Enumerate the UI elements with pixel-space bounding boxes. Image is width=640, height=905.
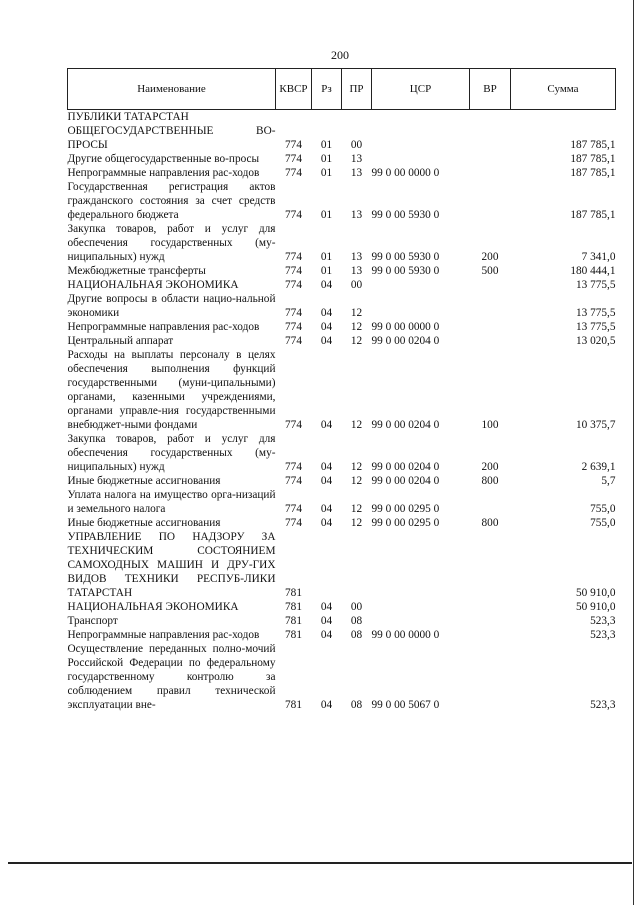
cell-sum: 50 910,0 xyxy=(575,601,616,613)
cell-vr xyxy=(470,334,511,348)
cell-sum: 523,3 xyxy=(590,615,616,627)
cell-vr: 200 xyxy=(481,461,499,473)
cell-rz: 04 xyxy=(320,629,333,641)
cell-pr: 08 xyxy=(350,615,363,627)
cell-vr xyxy=(470,166,511,180)
cell-pr: 00 xyxy=(350,139,363,151)
table-row xyxy=(68,334,616,348)
cell-rz xyxy=(312,530,342,600)
cell-pr: 12 xyxy=(350,419,363,431)
table-row xyxy=(68,516,616,530)
cell-name: Непрограммные направления рас-ходов xyxy=(67,321,260,333)
cell-vr xyxy=(470,642,511,712)
cell-pr: 13 xyxy=(350,209,363,221)
table-row xyxy=(68,614,616,628)
cell-vr xyxy=(470,124,511,152)
cell-vr xyxy=(470,110,511,125)
col-header-pr: ПР xyxy=(342,69,372,110)
cell-vr: 100 xyxy=(481,419,499,431)
cell-vr xyxy=(470,320,511,334)
cell-pr: 00 xyxy=(350,279,363,291)
cell-name: Закупка товаров, работ и услуг для обеспечения государственных (му-ниципальных) нужд xyxy=(67,223,276,263)
cell-csr: 99 0 00 0204 0 xyxy=(371,419,440,431)
cell-vr xyxy=(470,152,511,166)
cell-rz: 01 xyxy=(320,139,333,151)
cell-sum xyxy=(511,110,616,125)
cell-name: Уплата налога на имущество орга-низаций и земельного налога xyxy=(67,489,276,515)
cell-kvsr: 774 xyxy=(285,503,302,515)
table-row xyxy=(68,110,616,125)
cell-csr xyxy=(372,110,470,125)
cell-kvsr: 781 xyxy=(285,629,302,641)
cell-csr: 99 0 00 0000 0 xyxy=(371,629,440,641)
table-row xyxy=(68,180,616,222)
cell-sum: 755,0 xyxy=(590,503,616,515)
cell-vr xyxy=(470,292,511,320)
table-row xyxy=(68,264,616,278)
cell-name: НАЦИОНАЛЬНАЯ ЭКОНОМИКА xyxy=(67,601,239,613)
cell-rz: 01 xyxy=(320,251,333,263)
cell-vr: 800 xyxy=(481,475,499,487)
table-row xyxy=(68,124,616,152)
cell-vr xyxy=(470,628,511,642)
cell-rz: 04 xyxy=(320,517,333,529)
cell-csr xyxy=(372,600,470,614)
cell-rz: 04 xyxy=(320,461,333,473)
cell-vr xyxy=(470,180,511,222)
cell-name: Другие общегосударственные во-просы xyxy=(67,153,260,165)
cell-kvsr: 774 xyxy=(285,279,302,291)
cell-rz: 04 xyxy=(320,699,333,711)
cell-name: НАЦИОНАЛЬНАЯ ЭКОНОМИКА xyxy=(67,279,239,291)
cell-csr: 99 0 00 0000 0 xyxy=(371,167,440,179)
cell-sum: 187 785,1 xyxy=(570,139,616,151)
cell-vr: 200 xyxy=(481,251,499,263)
cell-csr: 99 0 00 0295 0 xyxy=(371,503,440,515)
cell-pr xyxy=(342,530,372,600)
cell-csr: 99 0 00 0204 0 xyxy=(371,335,440,347)
cell-rz xyxy=(312,110,342,125)
col-header-vr: ВР xyxy=(470,69,511,110)
cell-vr: 800 xyxy=(481,517,499,529)
cell-rz: 04 xyxy=(320,503,333,515)
cell-kvsr: 774 xyxy=(285,461,302,473)
cell-rz: 04 xyxy=(320,321,333,333)
cell-rz: 04 xyxy=(320,601,333,613)
cell-kvsr xyxy=(276,110,312,125)
table-row xyxy=(68,320,616,334)
cell-csr: 99 0 00 0204 0 xyxy=(371,475,440,487)
table-row xyxy=(68,530,616,600)
cell-sum: 13 775,5 xyxy=(575,321,616,333)
cell-kvsr: 774 xyxy=(285,167,302,179)
cell-rz: 01 xyxy=(320,265,333,277)
cell-kvsr: 774 xyxy=(285,419,302,431)
page-number: 200 xyxy=(331,48,349,62)
cell-pr: 12 xyxy=(350,503,363,515)
cell-csr: 99 0 00 5067 0 xyxy=(371,699,440,711)
cell-sum: 523,3 xyxy=(590,629,616,641)
cell-sum: 187 785,1 xyxy=(570,167,616,179)
cell-pr: 13 xyxy=(350,167,363,179)
page-bottom-rule xyxy=(8,862,632,864)
cell-sum: 755,0 xyxy=(590,517,616,529)
table-row xyxy=(68,642,616,712)
cell-pr: 00 xyxy=(350,601,363,613)
cell-vr xyxy=(470,530,511,600)
table-row xyxy=(68,628,616,642)
cell-kvsr: 774 xyxy=(285,251,302,263)
cell-vr: 500 xyxy=(481,265,499,277)
budget-table xyxy=(67,68,616,712)
cell-csr xyxy=(372,292,470,320)
cell-pr: 08 xyxy=(350,629,363,641)
cell-name: Транспорт xyxy=(67,615,118,627)
cell-rz: 04 xyxy=(320,419,333,431)
table-row xyxy=(68,152,616,166)
cell-rz: 01 xyxy=(320,167,333,179)
cell-name: Осуществление переданных полно-мочий Российской Федерации по федеральному государственному контролю за соблюдением правил технической эксплуатации вне- xyxy=(67,643,276,711)
cell-rz: 04 xyxy=(320,475,333,487)
cell-kvsr: 781 xyxy=(285,601,302,613)
cell-kvsr: 781 xyxy=(285,615,302,627)
cell-vr xyxy=(470,488,511,516)
cell-pr: 12 xyxy=(350,307,363,319)
table-row xyxy=(68,432,616,474)
cell-csr xyxy=(372,124,470,152)
cell-sum: 523,3 xyxy=(590,699,616,711)
header-row xyxy=(68,69,616,110)
cell-name: Государственная регистрация актов гражданского состояния за счет средств федерального бюджета xyxy=(67,181,276,221)
page-right-edge xyxy=(633,0,634,905)
col-header-name: Наименование xyxy=(68,69,276,110)
cell-name: Иные бюджетные ассигнования xyxy=(67,475,221,487)
cell-kvsr: 781 xyxy=(285,699,302,711)
cell-pr: 12 xyxy=(350,461,363,473)
cell-kvsr: 774 xyxy=(285,321,302,333)
cell-rz: 04 xyxy=(320,307,333,319)
table-row xyxy=(68,222,616,264)
cell-name: Непрограммные направления рас-ходов xyxy=(67,167,260,179)
cell-kvsr: 774 xyxy=(285,517,302,529)
cell-vr xyxy=(470,600,511,614)
table-row xyxy=(68,600,616,614)
col-header-sum: Сумма xyxy=(511,69,616,110)
cell-sum: 10 375,7 xyxy=(575,419,616,431)
cell-name: Центральный аппарат xyxy=(67,335,174,347)
cell-pr: 13 xyxy=(350,153,363,165)
cell-rz: 01 xyxy=(320,209,333,221)
table-row xyxy=(68,488,616,516)
cell-vr xyxy=(470,278,511,292)
cell-csr: 99 0 00 0000 0 xyxy=(371,321,440,333)
cell-name: Закупка товаров, работ и услуг для обеспечения государственных (му-ниципальных) нужд xyxy=(67,433,276,473)
cell-pr: 13 xyxy=(350,265,363,277)
table-row xyxy=(68,278,616,292)
cell-kvsr: 774 xyxy=(285,307,302,319)
cell-kvsr: 774 xyxy=(285,139,302,151)
cell-pr: 12 xyxy=(350,335,363,347)
cell-kvsr: 774 xyxy=(285,475,302,487)
cell-kvsr: 774 xyxy=(285,153,302,165)
cell-sum: 5,7 xyxy=(601,475,616,487)
cell-name: ОБЩЕГОСУДАРСТВЕННЫЕ ВО-ПРОСЫ xyxy=(67,125,276,151)
cell-name: Иные бюджетные ассигнования xyxy=(67,517,221,529)
cell-name: Расходы на выплаты персоналу в целях обеспечения выполнения функций государственными (муни-ципальными) органами, казенными учреждениями, органами управле-ния государственными внебюджет-ными фондами xyxy=(67,349,276,431)
cell-rz: 01 xyxy=(320,153,333,165)
col-header-rz: Рз xyxy=(312,69,342,110)
table-row xyxy=(68,292,616,320)
cell-name: ПУБЛИКИ ТАТАРСТАН xyxy=(67,111,189,123)
col-header-csr: ЦСР xyxy=(372,69,470,110)
cell-csr: 99 0 00 5930 0 xyxy=(371,265,440,277)
cell-sum: 13 775,5 xyxy=(575,279,616,291)
cell-kvsr: 774 xyxy=(285,265,302,277)
cell-csr xyxy=(372,614,470,628)
cell-rz: 04 xyxy=(320,615,333,627)
cell-pr: 12 xyxy=(350,321,363,333)
cell-pr: 08 xyxy=(350,699,363,711)
cell-sum: 13 775,5 xyxy=(575,307,616,319)
cell-csr xyxy=(372,152,470,166)
col-header-kvsr: КВСР xyxy=(276,69,312,110)
table-row xyxy=(68,166,616,180)
cell-sum: 13 020,5 xyxy=(575,335,616,347)
table-row xyxy=(68,348,616,432)
cell-pr: 13 xyxy=(350,251,363,263)
cell-name: УПРАВЛЕНИЕ ПО НАДЗОРУ ЗА ТЕХНИЧЕСКИМ СОСТОЯНИЕМ САМОХОДНЫХ МАШИН И ДРУ-ГИХ ВИДОВ ТЕХНИКИ РЕСПУБ-ЛИКИ ТАТАРСТАН xyxy=(67,531,276,599)
cell-csr: 99 0 00 0295 0 xyxy=(371,517,440,529)
cell-rz: 04 xyxy=(320,279,333,291)
table-row xyxy=(68,474,616,488)
cell-sum: 180 444,1 xyxy=(570,265,616,277)
cell-sum: 187 785,1 xyxy=(570,153,616,165)
cell-rz: 04 xyxy=(320,335,333,347)
cell-sum: 50 910,0 xyxy=(575,587,616,599)
cell-vr xyxy=(470,614,511,628)
cell-sum: 7 341,0 xyxy=(581,251,616,263)
cell-sum: 2 639,1 xyxy=(581,461,616,473)
table-body xyxy=(68,110,616,713)
cell-pr xyxy=(342,110,372,125)
cell-kvsr: 774 xyxy=(285,335,302,347)
cell-name: Другие вопросы в области нацио-нальной экономики xyxy=(67,293,276,319)
cell-pr: 12 xyxy=(350,475,363,487)
cell-sum: 187 785,1 xyxy=(570,209,616,221)
cell-csr: 99 0 00 0204 0 xyxy=(371,461,440,473)
cell-kvsr: 774 xyxy=(285,209,302,221)
cell-csr: 99 0 00 5930 0 xyxy=(371,251,440,263)
cell-csr: 99 0 00 5930 0 xyxy=(371,209,440,221)
cell-pr: 12 xyxy=(350,517,363,529)
cell-name: Межбюджетные трансферты xyxy=(67,265,206,277)
cell-kvsr: 781 xyxy=(285,587,302,599)
cell-name: Непрограммные направления рас-ходов xyxy=(67,629,260,641)
cell-csr xyxy=(372,278,470,292)
cell-csr xyxy=(372,530,470,600)
